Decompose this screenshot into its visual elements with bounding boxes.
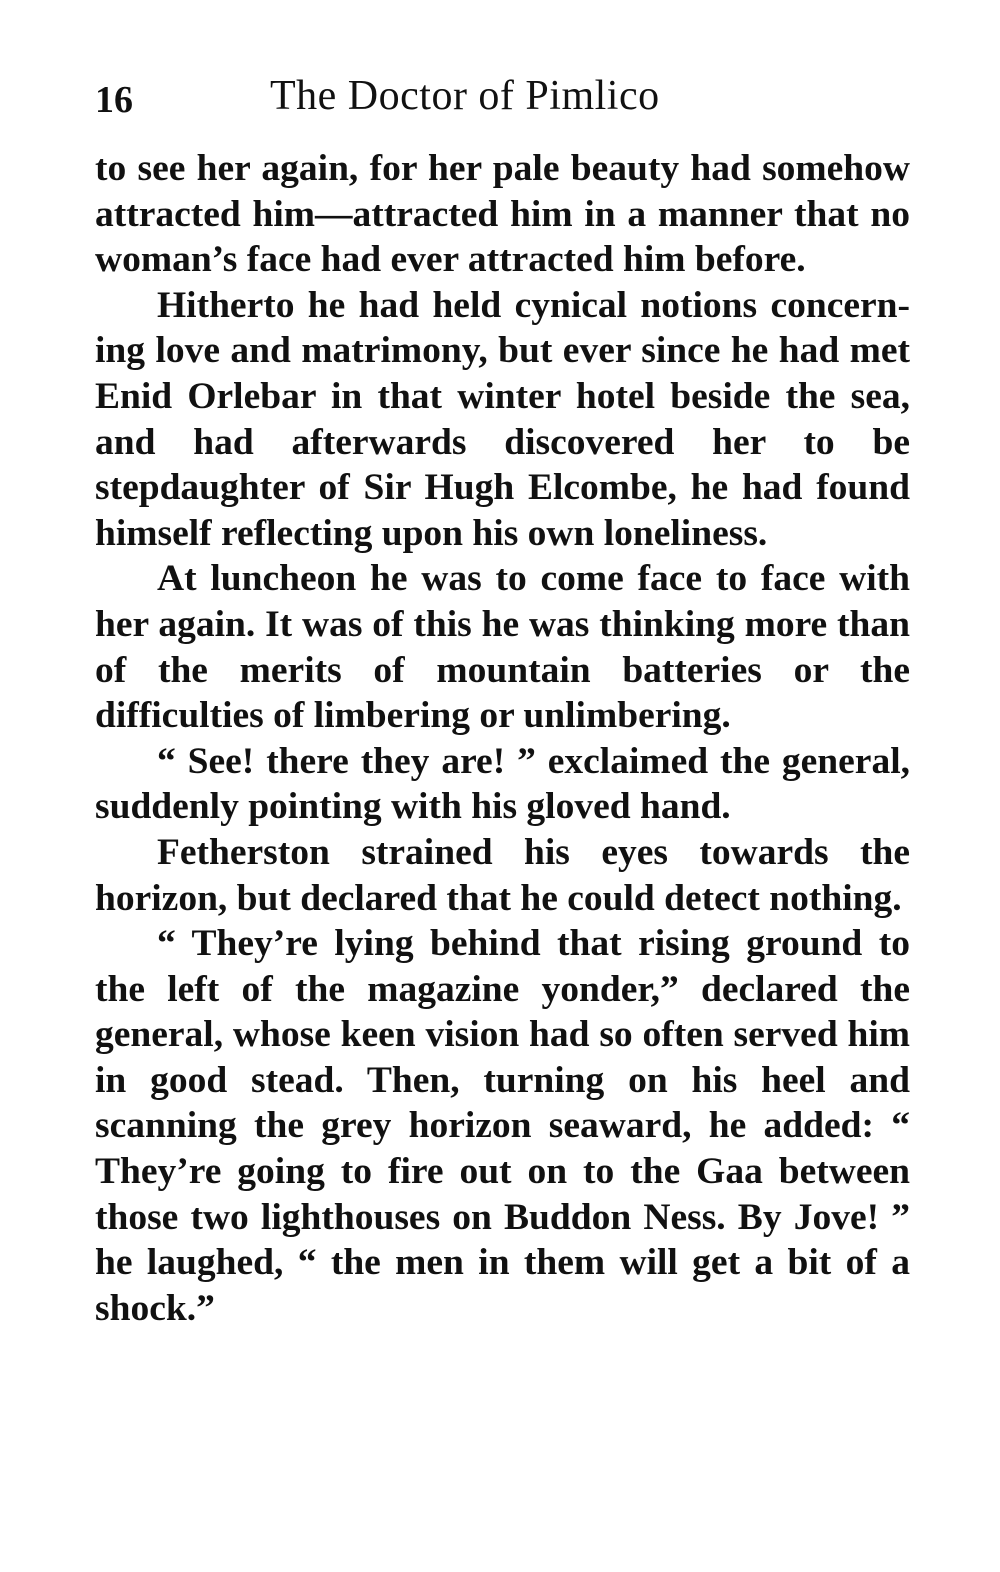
paragraph-6: “ They’re lying behind that rising ground to the left of the magazine yonder,” declared the general, whose keen vision had so often served him in good stead. Then, turning on his heel and scanning the grey horizon seaward, he added: “ They’re going to fire out on to the Gaa between those two lighthouses on Buddon Ness. By Jove! ” he laughed, “ the men in them will get a bit of a shock.” [95, 923, 910, 1329]
paragraph-2: Hitherto he had held cynical notions concerning love and matrimony, but ever since he had met Enid Orlebar in that winter hotel beside the sea, and had afterwards discovered her to be stepdaughter of Sir Hugh Elcombe, he had found himself reflecting upon his own loneliness. [95, 284, 910, 554]
paragraph-4: “ See! there they are! ” exclaimed the general, suddenly pointing with his gloved hand. [95, 740, 910, 828]
running-head [95, 70, 910, 136]
paragraph-5: Fetherston strained his eyes towards the horizon, but declared that he could detect nothing. [95, 831, 910, 919]
paragraph-1: to see her again, for her pale beauty had somehow attracted him—attracted him in a manner that no woman’s face had ever attracted him before. [95, 148, 910, 281]
running-title: The Doctor of Pimlico [270, 73, 660, 119]
paragraph-3: At luncheon he was to come face to face with her again. It was of this he was thinking more than of the merits of mountain batteries or the difficulties of limbering or unlimbering. [95, 558, 910, 737]
book-page [95, 70, 910, 1331]
page-number: 16 [95, 79, 133, 121]
body-text [95, 146, 910, 1331]
